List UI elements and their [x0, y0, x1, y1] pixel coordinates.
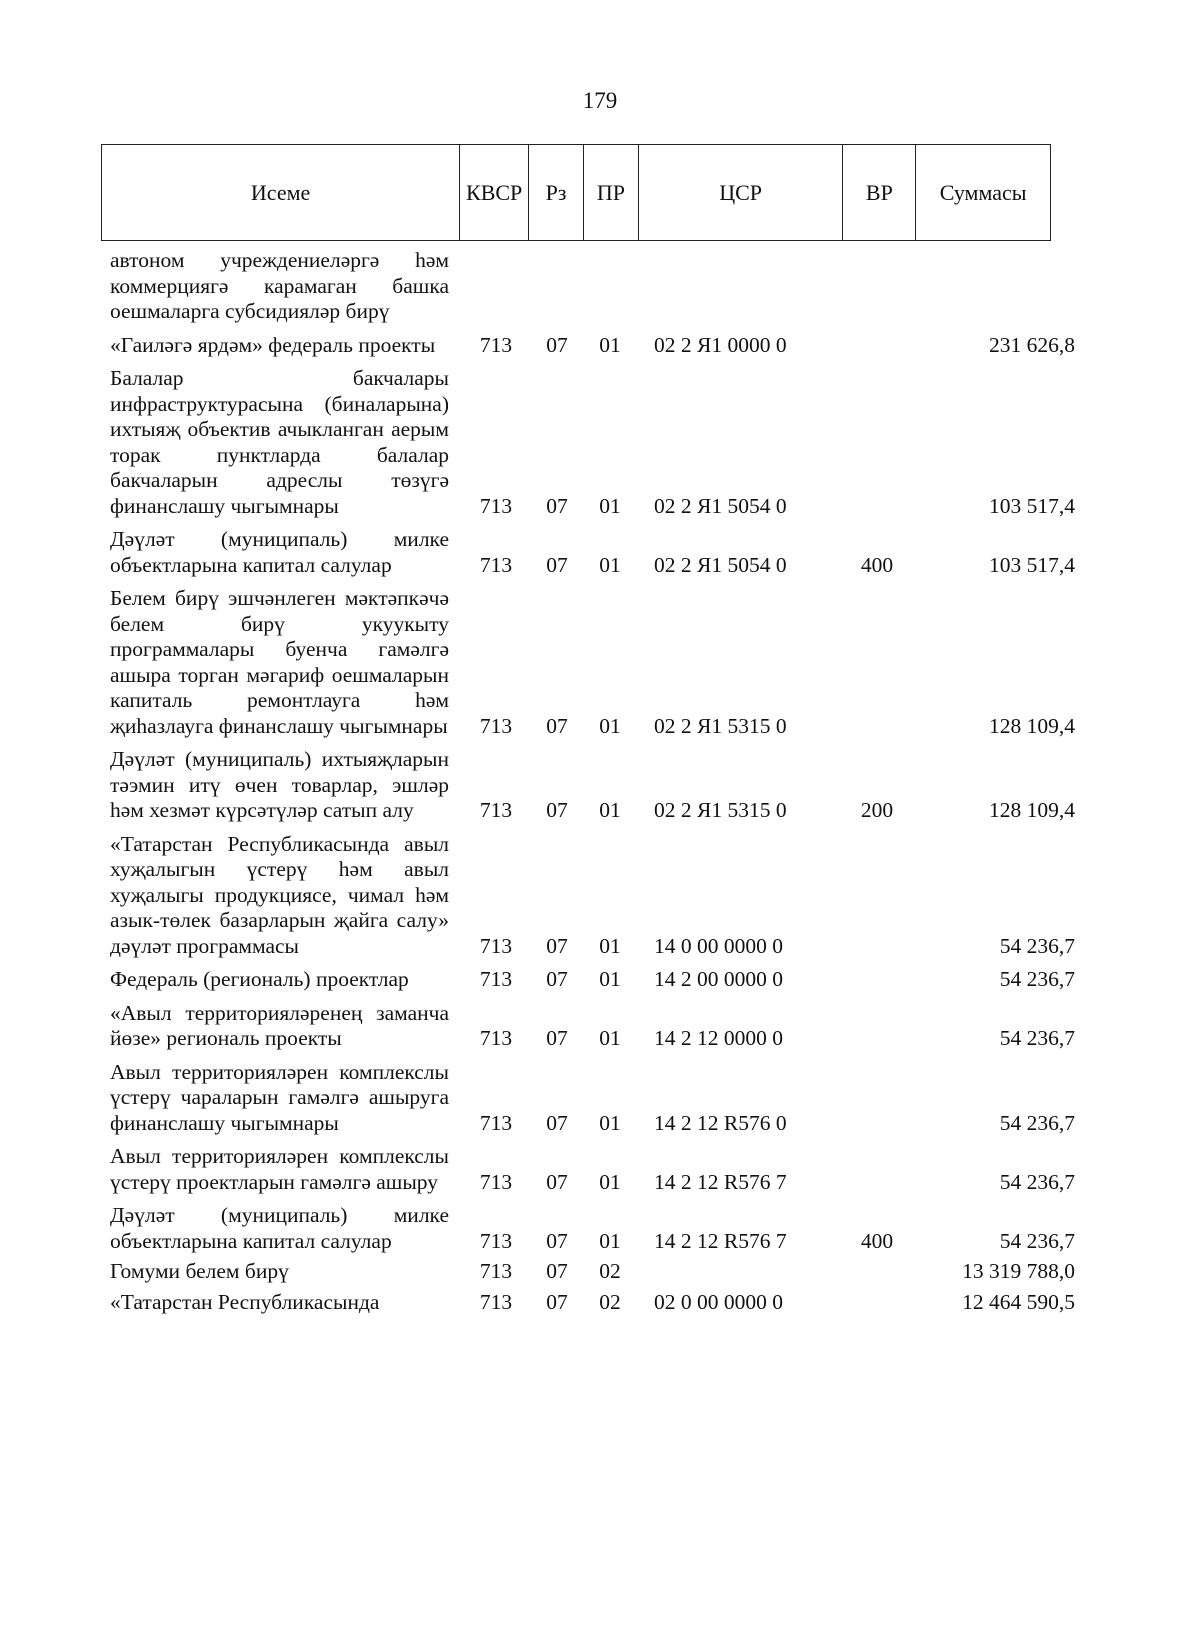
- row-sum: 54 236,7: [999, 933, 1075, 958]
- row-pr: 01: [599, 1110, 621, 1135]
- table-row: [110, 248, 1110, 325]
- table-header: [101, 144, 1051, 241]
- row-kvsr: 713: [479, 1228, 513, 1253]
- table-row: [110, 1060, 1110, 1137]
- row-kvsr: 713: [479, 933, 513, 958]
- row-name: Дәүләт (муниципаль) ихтыяҗларын тәэмин итү өчен товарлар, эшләр һәм хезмәт күрсәтүләр сатып алу: [110, 747, 449, 822]
- row-kvsr: 713: [479, 1026, 513, 1050]
- row-name: Дәүләт (муниципаль) милке объектларына капитал салулар: [110, 1203, 449, 1253]
- header-vr: ВР: [843, 145, 916, 240]
- table-row: [110, 527, 1110, 578]
- row-rz: 07: [546, 1169, 568, 1194]
- row-sum: 54 236,7: [999, 967, 1075, 991]
- row-csr: 14 2 12 R576 7: [654, 1228, 787, 1253]
- header-kvsr: КВСР: [460, 145, 529, 240]
- row-sum: 231 626,8: [989, 332, 1075, 357]
- row-name: Балалар бакчалары инфраструктурасына (биналарына) ихтыяҗ объектив ачыкланган аерым торак пунктларда балалар бакчаларын адреслы төзүгә финанслашу чыгымнары: [110, 366, 449, 518]
- row-name: Федераль (региональ) проектлар: [110, 967, 409, 991]
- table-row: [110, 832, 1110, 960]
- row-sum: 103 517,4: [989, 552, 1075, 577]
- row-sum: 54 236,7: [999, 1110, 1075, 1135]
- row-name: «Гаиләгә ярдәм» федераль проекты: [110, 332, 436, 357]
- row-vr: 400: [860, 552, 894, 577]
- row-sum: 13 319 788,0: [962, 1259, 1075, 1283]
- row-kvsr: 713: [479, 713, 513, 738]
- row-rz: 07: [546, 552, 568, 577]
- row-csr: 02 2 Я1 5315 0: [654, 713, 787, 738]
- row-pr: 01: [599, 933, 621, 958]
- row-rz: 07: [546, 1259, 568, 1283]
- row-name: Дәүләт (муниципаль) милке объектларына капитал салулар: [110, 527, 449, 577]
- header-name: Исеме: [102, 145, 460, 240]
- row-sum: 54 236,7: [999, 1169, 1075, 1194]
- table-row: [110, 747, 1110, 824]
- row-csr: 02 2 Я1 5054 0: [654, 552, 787, 577]
- row-kvsr: 713: [479, 552, 513, 577]
- row-csr: 02 2 Я1 5315 0: [654, 798, 787, 822]
- row-pr: 01: [599, 1228, 621, 1253]
- row-pr: 02: [599, 1289, 621, 1314]
- row-sum: 128 109,4: [989, 798, 1075, 822]
- row-rz: 07: [546, 1026, 568, 1050]
- row-pr: 01: [599, 332, 621, 357]
- row-sum: 54 236,7: [999, 1026, 1075, 1050]
- header-sum: Суммасы: [939, 179, 1027, 205]
- row-name: автоном учреждениеләргә һәм коммерциягә карамаган башка оешмаларга субсидияләр бирү: [110, 248, 449, 323]
- row-vr: 400: [860, 1228, 894, 1253]
- row-name: «Татарстан Республикасында: [110, 1289, 380, 1314]
- row-sum: 12 464 590,5: [962, 1289, 1075, 1314]
- row-name: Гомуми белем бирү: [110, 1259, 289, 1283]
- table-row: [110, 586, 1110, 739]
- row-rz: 07: [546, 713, 568, 738]
- row-kvsr: 713: [479, 1289, 513, 1314]
- row-pr: 02: [599, 1259, 621, 1283]
- row-pr: 01: [599, 493, 621, 518]
- row-pr: 01: [599, 1026, 621, 1050]
- row-rz: 07: [546, 493, 568, 518]
- row-csr: 14 2 12 R576 7: [654, 1169, 787, 1194]
- row-csr: 02 2 Я1 0000 0: [654, 332, 787, 357]
- header-rz: Рз: [529, 145, 584, 240]
- table-row: [110, 333, 1110, 359]
- header-pr: ПР: [584, 145, 639, 240]
- row-rz: 07: [546, 967, 568, 991]
- row-kvsr: 713: [479, 493, 513, 518]
- table-row: [110, 1144, 1110, 1195]
- row-kvsr: 713: [479, 798, 513, 822]
- row-rz: 07: [546, 1228, 568, 1253]
- row-kvsr: 713: [479, 1169, 513, 1194]
- row-pr: 01: [599, 967, 621, 991]
- table-row: [110, 366, 1110, 519]
- row-csr: 14 0 00 0000 0: [654, 933, 783, 958]
- row-csr: 02 2 Я1 5054 0: [654, 493, 787, 518]
- row-rz: 07: [546, 1110, 568, 1135]
- row-pr: 01: [599, 1169, 621, 1194]
- row-name: «Татарстан Республикасында авыл хуҗалыгын үстерү һәм авыл хуҗалыгы продукциясе, чимал һәм азык-төлек базарларын җайга салу» дәүләт программасы: [110, 831, 449, 958]
- table-body: [110, 242, 1110, 1315]
- row-csr: 14 2 00 0000 0: [654, 967, 783, 991]
- header-csr: ЦСР: [639, 145, 844, 240]
- row-name: Авыл территорияләрен комплекслы үстерү проектларын гамәлгә ашыру: [110, 1144, 449, 1194]
- row-csr: 02 0 00 0000 0: [654, 1289, 783, 1314]
- row-vr: 200: [860, 798, 894, 822]
- row-sum: 128 109,4: [989, 713, 1075, 738]
- table-row: [110, 1290, 1110, 1316]
- row-kvsr: 713: [479, 967, 513, 991]
- row-name: Авыл территорияләрен комплекслы үстерү чараларын гамәлгә ашыруга финанслашу чыгымнары: [110, 1059, 449, 1135]
- row-name: Белем бирү эшчәнлеген мәктәпкәчә белем бирү укуукыту программалары буенча гамәлгә ашыра торган мәгариф оешмаларын капиталь ремонтлауга һәм җиһазлауга финанслашу чыгымнары: [110, 586, 449, 738]
- table-row: [110, 1001, 1110, 1052]
- row-csr: 14 2 12 0000 0: [654, 1026, 783, 1050]
- row-csr: 14 2 12 R576 0: [654, 1110, 787, 1135]
- table-row: [110, 1259, 1110, 1285]
- row-sum: 103 517,4: [989, 493, 1075, 518]
- row-kvsr: 713: [479, 332, 513, 357]
- row-rz: 07: [546, 798, 568, 822]
- row-kvsr: 713: [479, 1110, 513, 1135]
- row-rz: 07: [546, 332, 568, 357]
- row-pr: 01: [599, 552, 621, 577]
- row-rz: 07: [546, 1289, 568, 1314]
- row-pr: 01: [599, 713, 621, 738]
- row-kvsr: 713: [479, 1259, 513, 1283]
- table-row: [110, 967, 1110, 993]
- row-sum: 54 236,7: [999, 1228, 1075, 1253]
- table-row: [110, 1203, 1110, 1254]
- row-rz: 07: [546, 933, 568, 958]
- row-pr: 01: [599, 798, 621, 822]
- page-number: 179: [582, 88, 618, 113]
- row-name: «Авыл территорияләренең заманча йөзе» региональ проекты: [110, 1000, 449, 1050]
